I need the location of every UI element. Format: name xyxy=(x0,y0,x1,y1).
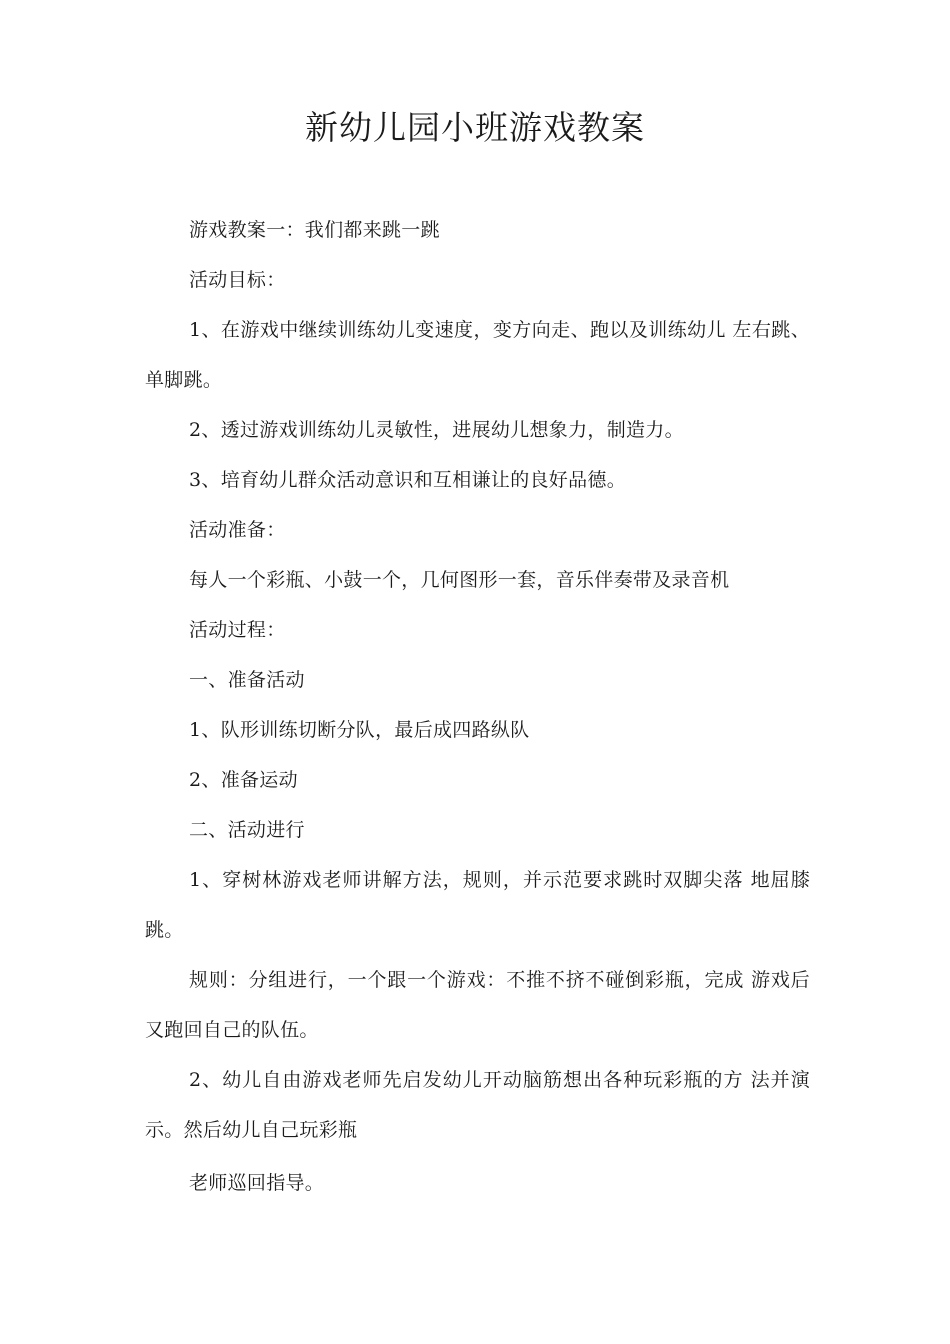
paragraph-rules: 规则：分组进行，一个跟一个游戏：不推不挤不碰倒彩瓶，完成 游戏后又跑回自己的队伍。 xyxy=(145,969,810,1041)
paragraph-game-heading: 游戏教案一：我们都来跳一跳 xyxy=(189,219,440,241)
paragraph-section-1: 一、准备活动 xyxy=(189,669,305,691)
paragraph-teacher-guidance: 老师巡回指导。 xyxy=(189,1172,325,1194)
paragraph-activity-2: 2、幼儿自由游戏老师先启发幼儿开动脑筋想出各种玩彩瓶的方 法并演示。然后幼儿自己玩彩瓶 xyxy=(145,1069,810,1141)
paragraph-goal-3: 3、培育幼儿群众活动意识和互相谦让的良好品德。 xyxy=(189,469,626,491)
paragraph-prep-heading: 活动准备： xyxy=(189,519,286,541)
document-title: 新幼儿园小班游戏教案 xyxy=(305,108,645,147)
paragraph-goal-1: 1、在游戏中继续训练幼儿变速度，变方向走、跑以及训练幼儿 左右跳、单脚跳。 xyxy=(145,319,810,391)
paragraph-process-heading: 活动过程： xyxy=(189,619,286,641)
paragraph-section-2: 二、活动进行 xyxy=(189,819,305,841)
paragraph-activity-1: 1、穿树林游戏老师讲解方法，规则，并示范要求跳时双脚尖落 地屈膝跳。 xyxy=(145,869,810,941)
paragraph-prep-items: 每人一个彩瓶、小鼓一个，几何图形一套，音乐伴奏带及录音机 xyxy=(189,569,730,591)
paragraph-goal-2: 2、透过游戏训练幼儿灵敏性，进展幼儿想象力，制造力。 xyxy=(189,419,684,441)
paragraph-step-1: 1、队形训练切断分队，最后成四路纵队 xyxy=(189,719,530,741)
paragraph-step-2: 2、准备运动 xyxy=(189,769,298,791)
paragraph-goals-heading: 活动目标： xyxy=(189,269,286,291)
